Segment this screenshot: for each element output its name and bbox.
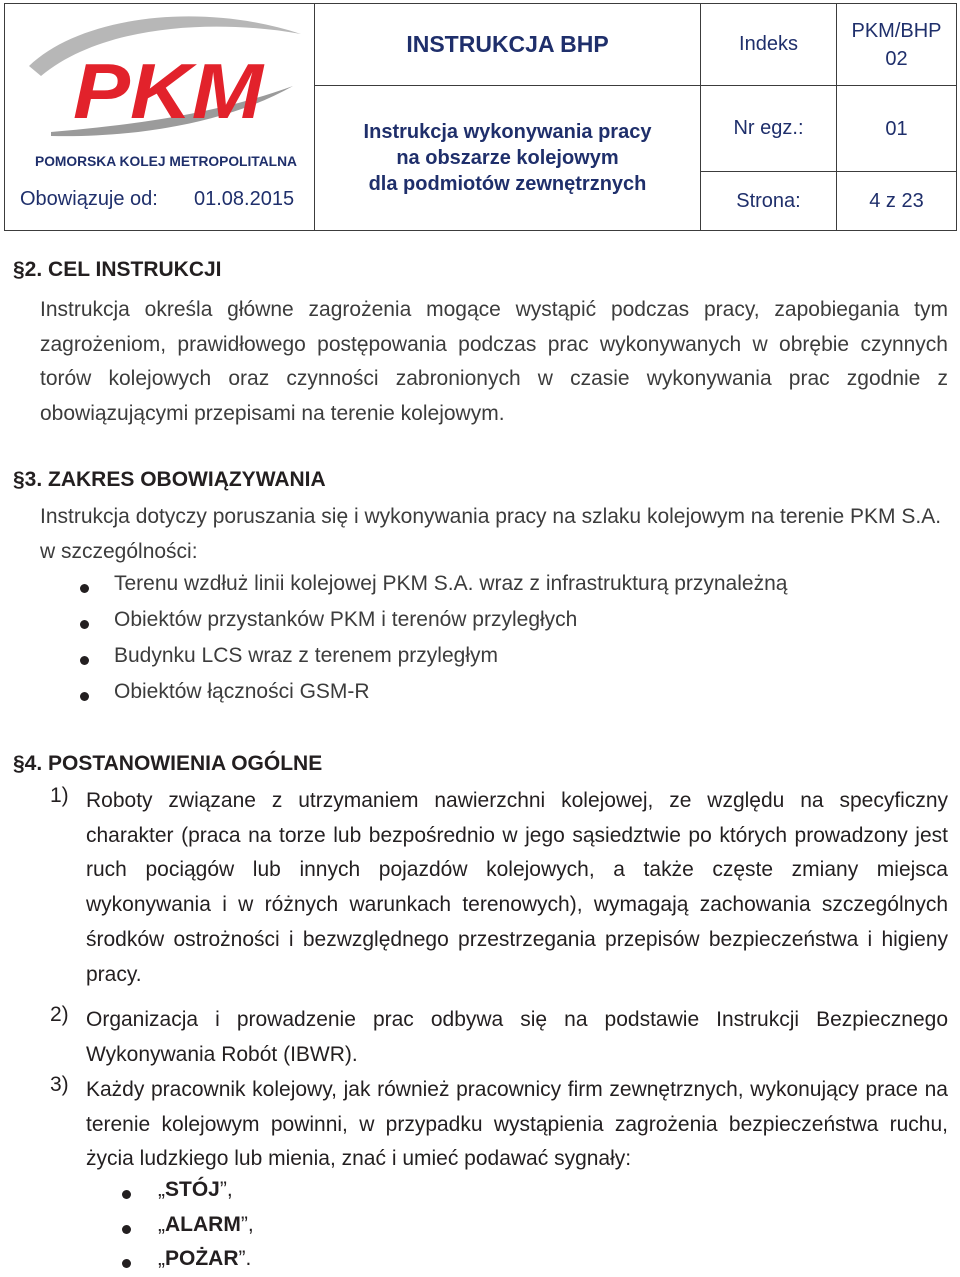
list-item-text: Organizacja i prowadzenie prac odbywa się na podstawie Instrukcji Bezpiecznego Wykonywania Robót (IBWR). — [86, 1008, 948, 1066]
subtitle-line3: dla podmiotów zewnętrznych — [368, 173, 647, 195]
list-item-text: Każdy pracownik kolejowy, jak również pracownicy firm zewnętrznych, wykonujący prace na terenie kolejowym powinni, w przypadku wystąpienia zagrożenia bezpieczeństwa ruchu, życia ludzkiego lub mienia, znać i umieć podawać sygnały: — [86, 1078, 948, 1171]
valid-from-cell — [5, 172, 315, 231]
header-table — [4, 3, 957, 231]
signal-quote-close: ”. — [238, 1247, 252, 1270]
valid-from-label: Obowiązuje od: — [20, 187, 158, 210]
signal-word: ALARM — [165, 1213, 241, 1236]
pkm-logo — [11, 6, 311, 176]
bullet-dot — [80, 584, 89, 593]
list-item-number: 2) — [50, 1003, 69, 1026]
signal-quote-open: „ — [158, 1178, 165, 1201]
bullet-dot — [80, 692, 89, 701]
signal-item — [158, 1247, 251, 1271]
logo-cell — [5, 4, 315, 172]
signal-word: STÓJ — [165, 1178, 220, 1201]
scope-bullet-item: Budynku LCS wraz z terenem przyległym — [114, 644, 498, 667]
signal-word: POŻAR — [165, 1247, 239, 1270]
document-subtitle — [315, 86, 701, 231]
page-value: 4 z 23 — [837, 172, 957, 231]
scope-bullet-item: Obiektów łączności GSM-R — [114, 680, 370, 703]
copy-number-value: 01 — [837, 86, 957, 172]
document-title: INSTRUKCJA BHP — [315, 4, 701, 86]
signal-item — [158, 1213, 254, 1237]
section-heading-3: §3. ZAKRES OBOWIĄZYWANIA — [13, 468, 326, 491]
copy-number-label: Nr egz.: — [701, 86, 837, 172]
subtitle-line2: na obszarze kolejowym — [396, 147, 619, 169]
signal-quote-close: ”, — [240, 1213, 254, 1236]
valid-from-value: 01.08.2015 — [194, 187, 295, 210]
section-heading-4: §4. POSTANOWIENIA OGÓLNE — [13, 752, 323, 775]
signal-quote-close: ”, — [219, 1178, 233, 1201]
signal-item — [158, 1178, 233, 1202]
bullet-dot — [122, 1225, 131, 1234]
section-heading-2: §2. CEL INSTRUKCJI — [13, 258, 222, 281]
section-2-text: Instrukcja określa główne zagrożenia mogące wystąpić podczas pracy, zapobiegania tym zagrożeniom, prawidłowego postępowania podczas prac wykonywanych w obrębie czynnych torów kolejowych oraz czynności zabronionych w czasie wykonywania prac zgodnie z obowiązującymi przepisami na terenie kolejowym. — [40, 298, 948, 426]
list-item-number: 1) — [50, 784, 69, 807]
index-value-line2: 02 — [885, 47, 908, 70]
signal-quote-open: „ — [158, 1247, 165, 1270]
section-3-text: Instrukcja dotyczy poruszania się i wykonywania pracy na szlaku kolejowym na terenie PKM S.A. w szczególności: — [40, 505, 942, 563]
index-value-line1: PKM/BHP — [851, 19, 942, 42]
signal-quote-open: „ — [158, 1213, 165, 1236]
bullet-dot — [80, 620, 89, 629]
scope-bullet-item: Obiektów przystanków PKM i terenów przyległych — [114, 608, 578, 631]
bullet-dot — [122, 1190, 131, 1199]
index-value — [837, 4, 957, 86]
subtitle-line1: Instrukcja wykonywania pracy — [363, 121, 652, 143]
logo-caption: POMORSKA KOLEJ METROPOLITALNA — [35, 154, 298, 169]
list-item-text: Roboty związane z utrzymaniem nawierzchni kolejowej, ze względu na specyficzny charakter (praca na torze lub bezpośrednio w jego sąsiedztwie po których prowadzony jest ruch pociągów lub innych pojazdów kolejowych, a także częste zmiany miejsca wykonywania i w różnych warunkach terenowych), wymagają zachowania szczególnych środków ostrożności i bezwzględnego przestrzegania przepisów bezpieczeństwa i higieny pracy. — [86, 789, 948, 986]
document-header — [4, 3, 956, 230]
page-label: Strona: — [701, 172, 837, 231]
logo-wordmark: PKM — [73, 47, 266, 135]
bullet-dot — [122, 1259, 131, 1268]
list-item-number: 3) — [50, 1073, 69, 1096]
scope-bullet-item: Terenu wzdłuż linii kolejowej PKM S.A. wraz z infrastrukturą przynależną — [114, 572, 788, 595]
index-label: Indeks — [701, 4, 837, 86]
bullet-dot — [80, 656, 89, 665]
